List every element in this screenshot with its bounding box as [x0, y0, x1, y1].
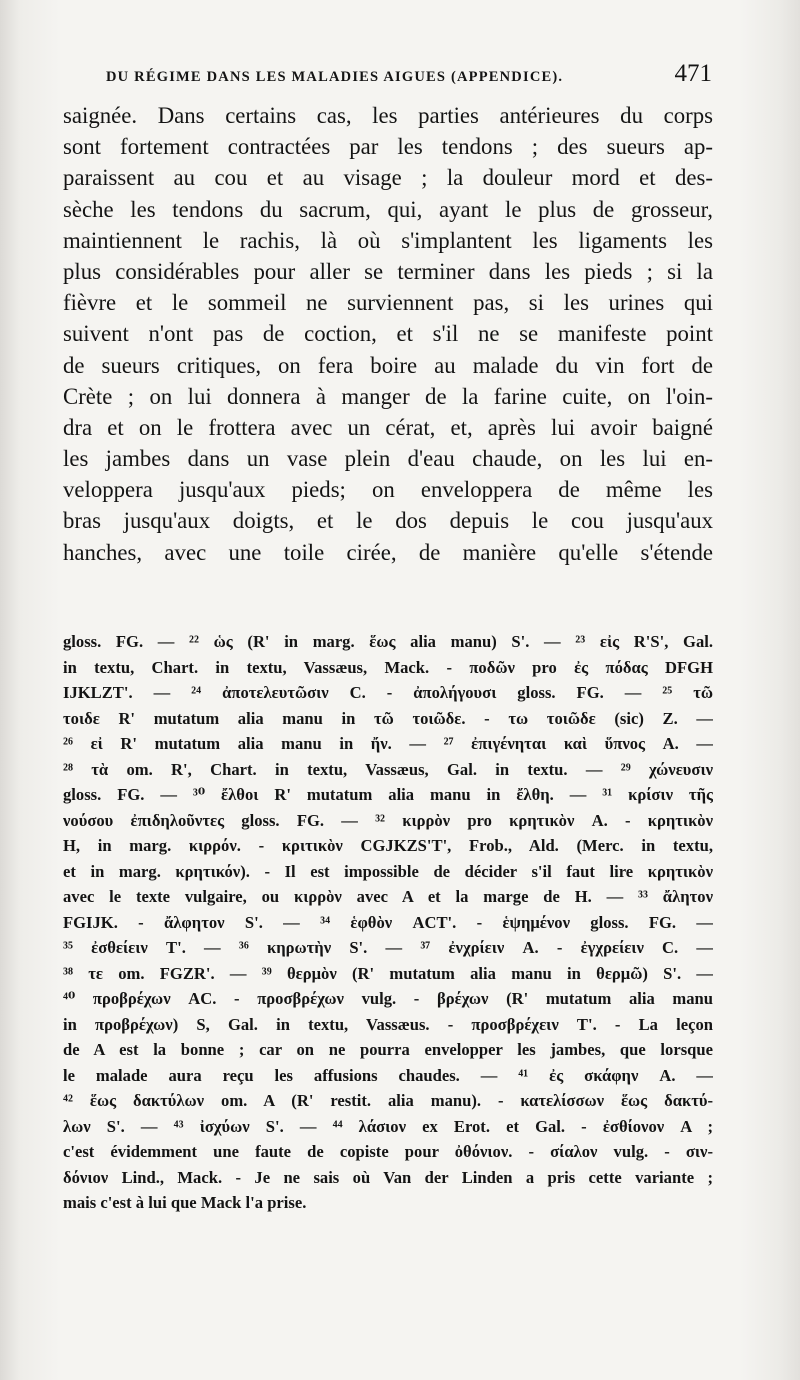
main-text: [63, 100, 713, 568]
text-line: sont fortement contractées par les tendons ; des sueurs ap-: [63, 134, 713, 160]
text-line: suivent n'ont pas de coction, et s'il ne se manifeste point: [63, 321, 713, 347]
running-head: DU RÉGIME DANS LES MALADIES AIGUES (APPENDICE).: [106, 69, 564, 85]
note-line: mais c'est à lui que Mack l'a prise.: [63, 1193, 307, 1212]
note-line: le malade aura reçu les affusions chaudes. — ⁴¹ ἐς σκάφην A. —: [63, 1065, 713, 1085]
note-line: gloss. FG. — ²² ὡς (R' in marg. ἕως alia manu) S'. — ²³ εἰς R'S', Gal.: [63, 632, 713, 651]
note-line: ⁴⁰ προβρέχων AC. - προσβρέχων vulg. - βρέχων (R' mutatum alia manu: [63, 989, 713, 1008]
note-line: ²⁶ εἰ R' mutatum alia manu in ἤν. — ²⁷ ἐπιγένηται καὶ ὕπνος A. —: [63, 734, 713, 753]
note-line: ⁴² ἕως δακτύλων om. A (R' restit. alia manu). - κατελίσσων ἕως δακτύ-: [63, 1091, 713, 1110]
text-line: sèche les tendons du sacrum, qui, ayant le plus de grosseur,: [63, 196, 713, 222]
note-line: δόνιον Lind., Mack. - Je ne sais où Van der Linden a pris cette variante ;: [63, 1167, 713, 1187]
text-line: paraissent au cou et au visage ; la douleur mord et des-: [63, 165, 713, 191]
note-line: λων S'. — ⁴³ ἰσχύων S'. — ⁴⁴ λάσιον ex Erot. et Gal. - ἐσθίονον A ;: [63, 1116, 713, 1136]
text-line: hanches, avec une toile cirée, de manière qu'elle s'étende: [63, 539, 713, 565]
note-line: FGIJK. - ἄλφητον S'. — ³⁴ ἑφθὸν ACT'. - ἑψημένον gloss. FG. —: [63, 912, 713, 932]
note-line: de A est la bonne ; car on ne pourra envelopper les jambes, que lorsque: [63, 1040, 713, 1059]
text-line: saignée. Dans certains cas, les parties antérieures du corps: [63, 103, 713, 128]
text-line: veloppera jusqu'aux pieds; on enveloppera de même les: [63, 477, 713, 503]
text-line: plus considérables pour aller se terminer dans les pieds ; si la: [63, 258, 713, 284]
note-line: IJKLZT'. — ²⁴ ἀποτελευτῶσιν C. - ἀπολήγουσι gloss. FG. — ²⁵ τῶ: [63, 683, 713, 702]
note-line: in προβρέχων) S, Gal. in textu, Vassæus. - προσβρέχειν T'. - La leçon: [63, 1014, 713, 1034]
note-line: ³⁵ ἐσθείειν T'. — ³⁶ κηρωτὴν S'. — ³⁷ ἐνχρίειν A. - ἐγχρείειν C. —: [63, 938, 713, 957]
page-header: [106, 60, 712, 94]
note-line: τοιδε R' mutatum alia manu in τῶ τοιῶδε. - τω τοιῶδε (sic) Z. —: [63, 708, 713, 728]
page-number: 471: [674, 60, 712, 87]
text-line: fièvre et le sommeil ne surviennent pas, si les urines qui: [63, 290, 713, 316]
text-line: Crète ; on lui donnera à manger de la farine cuite, on l'oin-: [63, 383, 713, 409]
note-line: c'est évidemment une faute de copiste pour ὀθόνιον. - σίαλον vulg. - σιν-: [63, 1142, 713, 1161]
note-line: in textu, Chart. in textu, Vassæus, Mack. - ποδῶν pro ἐς πόδας DFGH: [63, 657, 713, 677]
text-line: maintiennent le rachis, là où s'implantent les ligaments les: [63, 227, 713, 253]
note-line: avec le texte vulgaire, ou κιρρὸν avec A et la marge de H. — ³³ ἄλητον: [63, 887, 713, 906]
critical-notes: [63, 629, 713, 1216]
note-line: ³⁸ τε om. FGZR'. — ³⁹ θερμὸν (R' mutatum alia manu in θερμῶ) S'. —: [63, 963, 713, 983]
note-line: νούσου ἐπιδηλοῦντες gloss. FG. — ³² κιρρὸν pro κρητικὸν A. - κρητικὸν: [63, 810, 713, 830]
note-line: gloss. FG. — ³⁰ ἔλθοι R' mutatum alia manu in ἔλθη. — ³¹ κρίσιν τῆς: [63, 785, 713, 804]
note-line: et in marg. κρητικόν). - Il est impossible de décider s'il faut lire κρητικὸν: [63, 861, 713, 881]
note-line: ²⁸ τὰ om. R', Chart. in textu, Vassæus, Gal. in textu. — ²⁹ χώνευσιν: [63, 759, 713, 779]
text-line: de sueurs critiques, on fera boire au malade du vin fort de: [63, 352, 713, 378]
text-line: les jambes dans un vase plein d'eau chaude, on les lui en-: [63, 446, 713, 472]
note-line: H, in marg. κιρρόν. - κριτικὸν CGJKZS'T', Frob., Ald. (Merc. in textu,: [63, 836, 713, 855]
text-line: dra et on le frottera avec un cérat, et, après lui avoir baigné: [63, 414, 713, 440]
text-line: bras jusqu'aux doigts, et le dos depuis le cou jusqu'aux: [63, 508, 713, 534]
